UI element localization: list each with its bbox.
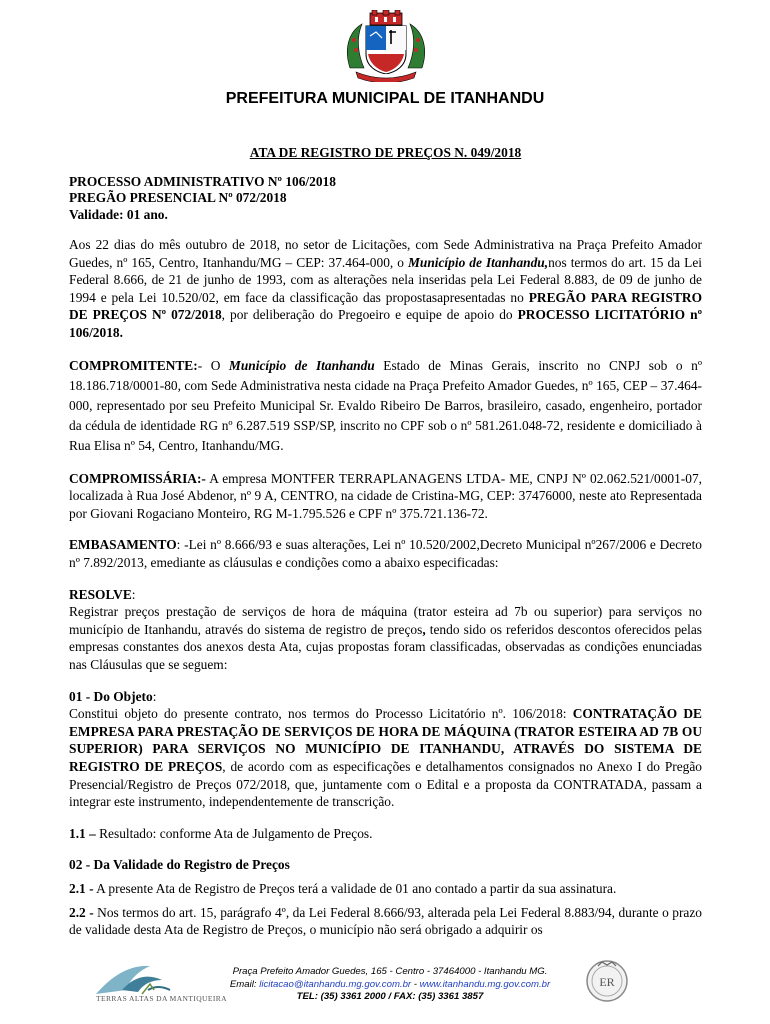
municipal-coat-of-arms-icon — [336, 10, 436, 82]
resolve-label: RESOLVE — [69, 586, 132, 602]
clause-2-1: 2.1 - A presente Ata de Registro de Preços terá a validade de 01 ano contado a partir da sua assinatura. — [69, 880, 617, 896]
footer-website-link[interactable]: www.itanhandu.mg.gov.com.br — [419, 978, 551, 990]
document-body — [69, 144, 702, 953]
embasamento-paragraph: EMBASAMENTO: -Lei nº 8.666/93 e suas alterações, Lei nº 10.520/2002,Decreto Municipal nº267/2006 e Decreto nº 7.892/2013, emediante as cláusulas e condições como a abaixo especificadas: — [69, 537, 702, 571]
footer-email-line: Email: licitacao@itanhandu.mg.gov.com.br - www.itanhandu.mg.gov.com.br — [229, 978, 551, 990]
footer-email-link[interactable]: licitacao@itanhandu.mg.gov.com.br — [259, 978, 412, 990]
validade-heading: 02 - Da Validade do Registro de Preços — [69, 857, 290, 873]
resultado-paragraph: 1.1 – Resultado: conforme Ata de Julgamento de Preços. — [69, 825, 373, 841]
footer-contact — [200, 966, 580, 1004]
compromissaria-paragraph: COMPROMISSÁRIA:- A empresa MONTFER TERRAPLANAGENS LTDA- ME, CNPJ Nº 02.062.521/0001-07, localizada à Rua José Abdenor, nº 9 A, CENTRO, na cidade de Cristina-MG, CEP: 37476000, neste ato Representada por Giovani Rogaciano Monteiro, RG M-1.795.526 e CPF nº 375.721.136-72. — [69, 470, 702, 521]
clause-2-2: 2.2 - Nos termos do art. 15, parágrafo 4º, da Lei Federal 8.666/93, alterada pela Lei Federal 8.883/94, durante o prazo de validade desta Ata de Registro de Preços, o município não será obrigado a adquirir os — [69, 904, 703, 938]
objeto-label: 01 - Do Objeto — [69, 688, 153, 704]
intro-paragraph: Aos 22 dias do mês outubro de 2018, no setor de Licitações, com Sede Administrativa na Praça Prefeito Amador Guedes, nº 165, Centro, Itanhandu/MG – CEP: 37.464-000, o Município de Itanhandu,nos termos do art. 15 da Lei Federal 8.666, de 21 de junho de 1993, com as alterações nela inseridas pela Lei Federal 8.883, de 09 de junho de 1994 e pela Lei 10.520/02, em face da classificação das propostasapresentadas no PREGÃO PARA REGISTRO DE PREÇOS Nº 072/2018, por deliberação do Pregoeiro e equipe de apoio do PROCESSO LICITATÓRIO nº 106/2018. — [69, 237, 702, 341]
resolve-paragraph: RESOLVE: Registrar preços prestação de serviços de hora de máquina (trator esteira ad 7b ou superior) para serviços no município de Itanhandu, através do sistema de registro de preços, tendo sido os referidos descontos oferecidos pelas empresas constantes dos anexos desta Ata, cujas propostas foram classificadas, observadas as condições enunciadas nas Cláusulas que se seguem: — [69, 586, 703, 672]
page-footer — [0, 960, 770, 1024]
objeto-paragraph: 01 - Do Objeto: Constitui objeto do presente contrato, nos termos do Processo Licitatório nº. 106/2018: CONTRATAÇÃO DE EMPRESA PARA PRESTAÇÃO DE SERVIÇOS DE HORA DE MÁQUINA (TRATOR ESTEIRA AD 7B OU SUPERIOR) PARA SERVIÇOS NO MUNICÍPIO DE ITANHANDU, ATRAVÉS DO SISTEMA DE REGISTRO DE PREÇOS, de acordo com as especificações e detalhamentos consignados no Anexo I do Pregão Presencial/Registro de Preços 072/2018, que, juntamente com o Edital e a proposta da CONTRATADA, passam a integrar este instrumento, independentemente de transcrição. — [69, 688, 702, 810]
process-line: PROCESSO ADMINISTRATIVO Nº 106/2018 — [69, 173, 336, 189]
process-line: PREGÃO PRESENCIAL Nº 072/2018 — [69, 190, 287, 206]
process-info-block — [69, 174, 702, 224]
process-line: Validade: 01 ano. — [69, 206, 168, 222]
svg-text:ER: ER — [599, 975, 615, 989]
document-title: ATA DE REGISTRO DE PREÇOS N. 049/2018 — [249, 145, 522, 160]
embasamento-label: EMBASAMENTO — [69, 537, 177, 553]
municipality-title: PREFEITURA MUNICIPAL DE ITANHANDU — [225, 90, 545, 107]
footer-address: Praça Prefeito Amador Guedes, 165 - Centro - 37464000 - Itanhandu MG. — [232, 966, 548, 977]
footer-phone: TEL: (35) 3361 2000 / FAX: (35) 3361 3857 — [296, 991, 484, 1002]
terras-altas-logo-text: TERRAS ALTAS DA MANTIQUEIRA — [96, 994, 227, 1003]
compromissaria-label: COMPROMISSÁRIA:- — [69, 470, 206, 486]
compromitente-label: COMPROMITENTE: — [69, 357, 198, 373]
compromitente-paragraph: COMPROMITENTE:- O Município de Itanhandu Estado de Minas Gerais, inscrito no CNPJ sob o nº 18.186.718/0001-80, com Sede Administrativa nesta cidade na Praça Prefeito Amador Guedes, nº 165, CEP – 37.464-000, representado por seu Prefeito Municipal Sr. Evaldo Ribeiro De Barros, brasileiro, casado, engenheiro, portador da cédula de identidade RG nº 6.287.519 SSP/SP, inscrito no CPF sob o nº 581.261.048-72, residente e domiciliado à Rua Elisa nº 54, Centro, Itanhandu/MG. — [69, 357, 702, 453]
er-seal-logo-icon — [584, 958, 630, 1004]
